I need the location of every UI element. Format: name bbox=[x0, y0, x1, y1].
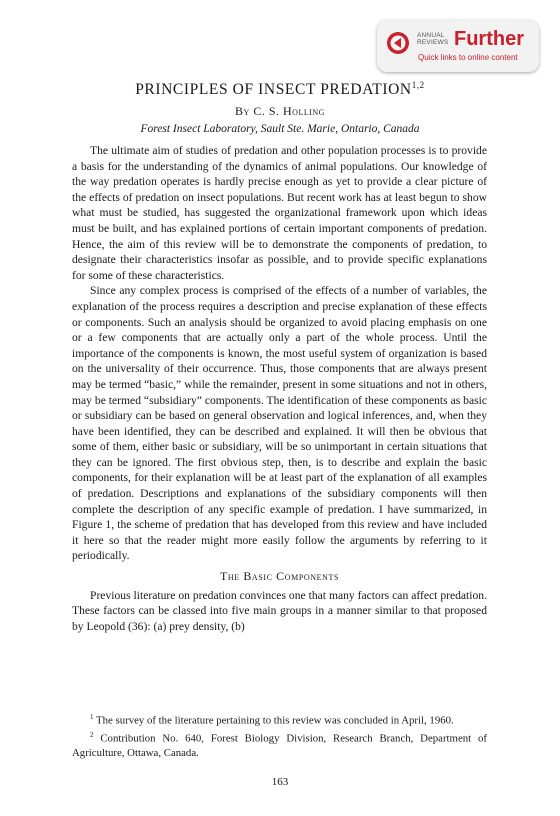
footnote-mark: 1 bbox=[90, 713, 94, 721]
annual-reviews-logo-icon bbox=[386, 31, 410, 55]
paragraph-1: The ultimate aim of studies of predation and other population processes is to provide a basis for the understanding of the dynamics of animal populations. Our knowledge of the way predation operates is hardly precise enough as yet to provide a clear picture of the effects of predation on insect populations. But recent work has at least begun to show what must be studied, has suggested the organizational framework upon which ideas must be built, and has explained portions of certain important components of predation. Hence, the aim of this review will be to demonstrate the components of predation, to designate their characteristics insofar as possible, and to provide specific explanations for some of these characteristics. bbox=[72, 144, 487, 282]
footnote-text: Contribution No. 640, Forest Biology Division, Research Branch, Department of Agriculture, Ottawa, Canada. bbox=[72, 732, 487, 760]
footnote-text: The survey of the literature pertaining to this review was concluded in April, 1960. bbox=[96, 714, 454, 727]
section-heading: The Basic Components bbox=[219, 569, 340, 584]
footnote-mark: 2 bbox=[90, 731, 94, 740]
section-paragraph: Previous literature on predation convinces one that many factors can affect predation. These factors can be classed into five main groups in a manner similar to that proposed by Leopold (36): (a) prey density, (b) bbox=[72, 588, 487, 633]
title-footnote-refs: 1,2 bbox=[411, 80, 425, 90]
article-body bbox=[72, 143, 487, 634]
further-label: Further bbox=[454, 28, 524, 50]
footnotes bbox=[72, 710, 487, 761]
annual-reviews-further-badge[interactable] bbox=[377, 20, 539, 72]
annual-reviews-label: ANNUAL REVIEWS bbox=[417, 32, 449, 46]
paragraph-2: Since any complex process is comprised of the effects of a number of variables, the explanation of the process requires a description and precise explanation of these effects or components. Such an analysis should be organized to avoid placing emphasis on one or a few components that are actually only a part of the whole process. Until the importance of the components is known, the most useful system of organization is based on the universality of their occurrence. Thus, those components that are always present may be termed “basic,” while the remainder, present in some situations and not in others, may be termed “subsidiary” components. The identification of these components as basic or subsidiary can be based on general observation and logical inferences, and, when they have been identified, they can be described and explained. It will then be obvious that some of them, either basic or subsidiary, will be so unimportant in certain situations that they can be ignored. The first obvious step, then, is to describe and explain the basic components, for their explanation will be at least part of the explanation of all examples of predation. Descriptions and explanations of the subsidiary components will then complete the description of any specific example of predation. I have summarized, in Figure 1, the scheme of predation that has developed from this review and have included it here so that the reader might more easily follow the arguments by referring to it periodically. bbox=[72, 284, 487, 563]
quick-links-label: Quick links to online content bbox=[418, 53, 518, 62]
page-number: 163 bbox=[271, 776, 289, 788]
title-text: PRINCIPLES OF INSECT PREDATION bbox=[135, 81, 412, 99]
footnote-2 bbox=[72, 728, 487, 761]
affiliation: Forest Insect Laboratory, Sault Ste. Marie, Ontario, Canada bbox=[140, 123, 420, 135]
article-title bbox=[0, 80, 560, 99]
footnote-1 bbox=[72, 710, 487, 728]
byline: By C. S. Holling bbox=[235, 104, 325, 118]
